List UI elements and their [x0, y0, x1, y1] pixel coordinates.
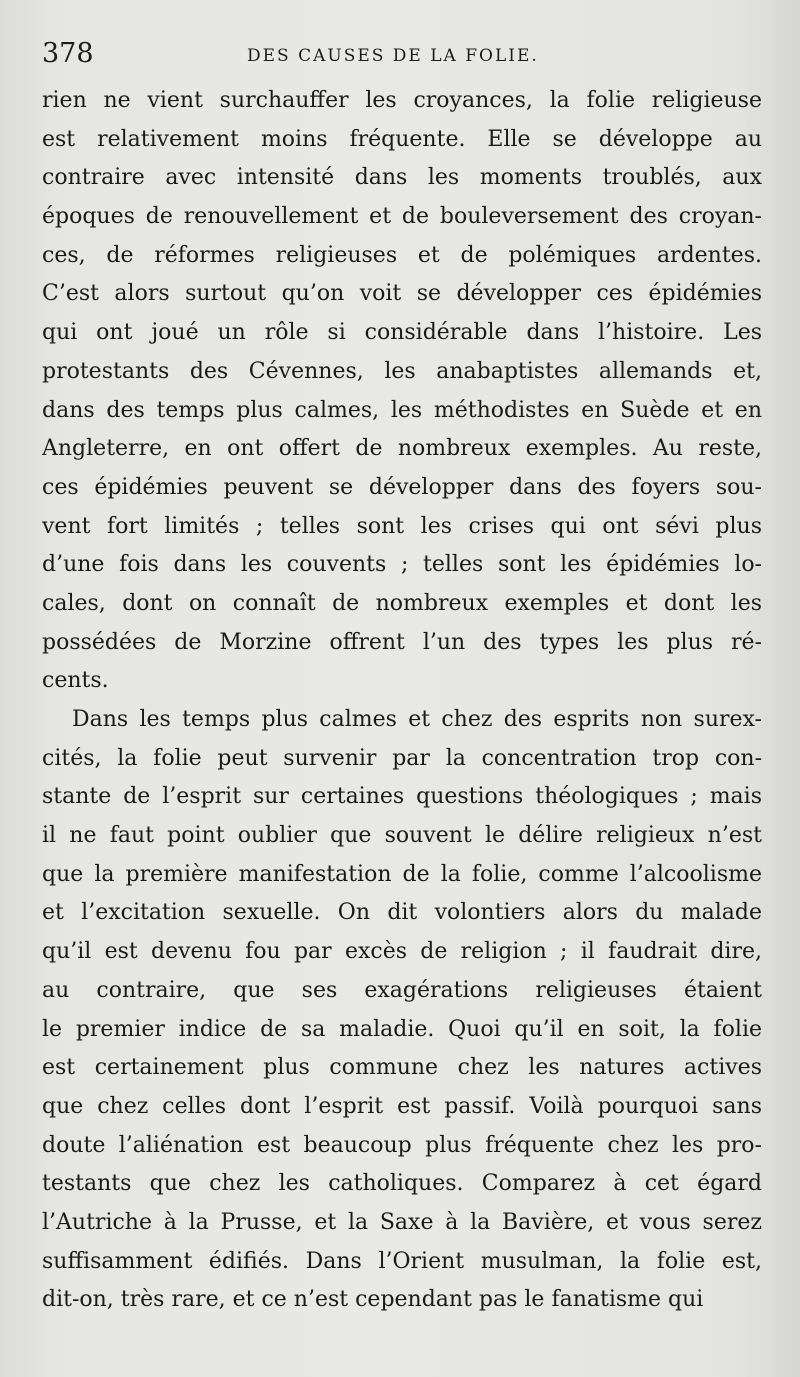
text-line: Dans les temps plus calmes et chez des esprits non surex- [72, 707, 762, 732]
text-line: l’Autriche à la Prusse, et la Saxe à la Bavière, et vous serez [42, 1209, 762, 1235]
page-number: 378 [42, 38, 94, 69]
text-line: le premier indice de sa maladie. Quoi qu’il en soit, la folie [42, 1016, 762, 1042]
text-line: C’est alors surtout qu’on voit se développer ces épidémies [42, 281, 762, 307]
text-line: Angleterre, en ont offert de nombreux exemples. Au reste, [42, 436, 762, 462]
text-line: au contraire, que ses exagérations religieuses étaient [42, 977, 762, 1003]
text-line: doute l’aliénation est beaucoup plus fréquente chez les pro- [42, 1132, 762, 1158]
text-line: cales, dont on connaît de nombreux exemples et dont les [42, 590, 762, 616]
text-line: cités, la folie peut survenir par la concentration trop con- [42, 745, 762, 771]
text-line: cents. [42, 668, 109, 694]
text-line: contraire avec intensité dans les moments troublés, aux [42, 165, 762, 191]
text-line: possédées de Morzine offrent l’un des types les plus ré- [42, 629, 762, 655]
text-line: et l’excitation sexuelle. On dit volontiers alors du malade [42, 900, 762, 926]
text-line: est relativement moins fréquente. Elle se développe au [42, 126, 762, 152]
text-line: est certainement plus commune chez les natures actives [42, 1055, 762, 1081]
paragraph [42, 82, 762, 701]
running-head: DES CAUSES DE LA FOLIE. [247, 46, 539, 66]
page-header [42, 36, 762, 72]
text-line: dans des temps plus calmes, les méthodistes en Suède et en [42, 397, 762, 423]
text-line: qui ont joué un rôle si considérable dans l’histoire. Les [42, 320, 762, 346]
paragraph [42, 701, 762, 1320]
text-line: que la première manifestation de la folie, comme l’alcoolisme [42, 861, 762, 887]
text-line: d’une fois dans les couvents ; telles sont les épidémies lo- [42, 552, 762, 578]
text-line: époques de renouvellement et de bouleversement des croyan- [42, 204, 762, 230]
text-line: ces épidémies peuvent se développer dans des foyers sou- [42, 474, 762, 500]
text-line: dit-on, très rare, et ce n’est cependant pas le fanatisme qui [42, 1287, 704, 1313]
text-line: suffisamment édifiés. Dans l’Orient musulman, la folie est, [42, 1248, 762, 1274]
text-line: stante de l’esprit sur certaines questions théologiques ; mais [42, 784, 762, 810]
text-line: vent fort limités ; telles sont les crises qui ont sévi plus [42, 513, 762, 539]
text-line: il ne faut point oublier que souvent le délire religieux n’est [42, 823, 762, 849]
text-line: rien ne vient surchauffer les croyances, la folie religieuse [42, 88, 762, 113]
text-line: testants que chez les catholiques. Comparez à cet égard [42, 1171, 762, 1197]
text-line: qu’il est devenu fou par excès de religion ; il faudrait dire, [42, 939, 762, 965]
body-text [42, 82, 762, 1320]
text-line: ces, de réformes religieuses et de polémiques ardentes. [42, 242, 762, 268]
text-line: protestants des Cévennes, les anabaptistes allemands et, [42, 358, 762, 384]
text-line: que chez celles dont l’esprit est passif. Voilà pourquoi sans [42, 1093, 762, 1119]
